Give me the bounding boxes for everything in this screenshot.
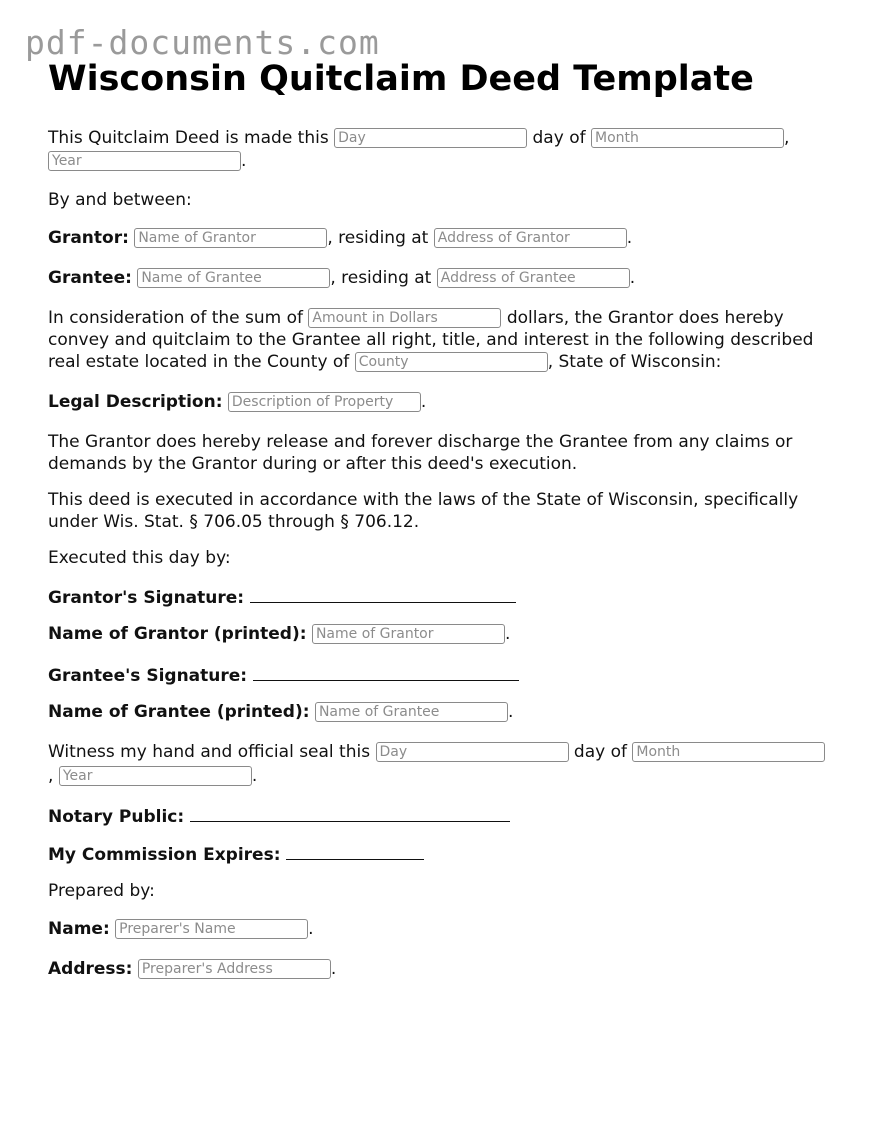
intro-text: This Quitclaim Deed is made this [48, 128, 329, 148]
witness-period: . [251, 766, 258, 786]
release-paragraph: The Grantor does hereby release and forever discharge the Grantee from any claims or demands by the Grantor during or after this deed's execution. [48, 432, 793, 474]
commission-blank[interactable] [286, 842, 424, 860]
executed-text: Executed this day by: [48, 548, 231, 568]
consideration-line-1 [48, 307, 784, 329]
witness-line [48, 741, 825, 763]
grantee-printed-field[interactable]: Name of Grantee [315, 702, 508, 722]
witness-text: Witness my hand and official seal this [48, 742, 371, 762]
grantor-label: Grantor: [48, 228, 129, 248]
grantor-name-field[interactable]: Name of Grantor [134, 228, 327, 248]
consideration-text-5: , State of Wisconsin: [547, 352, 722, 372]
grantee-printed-period: . [507, 702, 514, 722]
county-field[interactable]: County [355, 352, 548, 372]
preparer-address-field[interactable]: Preparer's Address [138, 959, 331, 979]
witness-day-field[interactable]: Day [376, 742, 569, 762]
preparer-address-label: Address: [48, 959, 133, 979]
amount-field[interactable]: Amount in Dollars [308, 308, 501, 328]
grantor-printed-line [48, 623, 510, 645]
grantor-printed-field[interactable]: Name of Grantor [312, 624, 505, 644]
witness-year-field[interactable]: Year [59, 766, 252, 786]
witness-year-line [48, 765, 257, 787]
intro-line [48, 127, 789, 149]
legal-period: . [420, 392, 427, 412]
preparer-name-label: Name: [48, 919, 110, 939]
consideration-text-2: dollars, the Grantor does hereby [506, 308, 784, 328]
grantee-residing-text: , residing at [330, 268, 432, 288]
grantee-line [48, 267, 635, 289]
grantee-signature-blank[interactable] [253, 663, 519, 681]
notary-label: Notary Public: [48, 807, 185, 827]
legal-line [48, 391, 426, 413]
intro-comma: , [783, 128, 790, 148]
grantor-signature-label: Grantor's Signature: [48, 588, 245, 608]
preparer-name-line [48, 918, 314, 940]
intro-month-field[interactable]: Month [591, 128, 784, 148]
intro-year-field[interactable]: Year [48, 151, 241, 171]
grantee-signature-line [48, 663, 519, 687]
intro-period: . [241, 151, 247, 171]
commission-line [48, 842, 424, 866]
grantor-printed-label: Name of Grantor (printed): [48, 624, 307, 644]
intro-day-of-text: day of [532, 128, 586, 148]
preparer-address-line [48, 958, 336, 980]
page-title: Wisconsin Quitclaim Deed Template [48, 59, 754, 99]
grantee-printed-label: Name of Grantee (printed): [48, 702, 310, 722]
preparer-name-field[interactable]: Preparer's Name [115, 919, 308, 939]
grantee-address-field[interactable]: Address of Grantee [437, 268, 630, 288]
notary-blank[interactable] [190, 804, 510, 822]
grantee-signature-label: Grantee's Signature: [48, 666, 248, 686]
grantee-period: . [629, 268, 636, 288]
preparer-address-period: . [330, 959, 337, 979]
grantee-name-field[interactable]: Name of Grantee [137, 268, 330, 288]
grantor-printed-period: . [504, 624, 511, 644]
by-between-text: By and between: [48, 190, 192, 210]
consideration-text-4: real estate located in the County of [48, 352, 350, 372]
grantee-printed-line [48, 701, 513, 723]
preparer-name-period: . [308, 919, 314, 939]
watermark: pdf-documents.com [25, 23, 380, 62]
legal-description-field[interactable]: Description of Property [228, 392, 421, 412]
witness-comma: , [48, 766, 54, 786]
grantor-signature-blank[interactable] [250, 585, 516, 603]
grantor-line [48, 227, 632, 249]
notary-line [48, 804, 510, 828]
grantor-residing-text: , residing at [327, 228, 429, 248]
grantee-label: Grantee: [48, 268, 132, 288]
consideration-line-3 [48, 351, 721, 373]
intro-year-line [48, 150, 246, 172]
witness-month-field[interactable]: Month [632, 742, 825, 762]
witness-day-of-text: day of [573, 742, 627, 762]
legal-label: Legal Description: [48, 392, 223, 412]
consideration-text-1: In consideration of the sum of [48, 308, 303, 328]
grantor-address-field[interactable]: Address of Grantor [434, 228, 627, 248]
consideration-text-3: convey and quitclaim to the Grantee all right, title, and interest in the following described [48, 330, 814, 350]
prepared-by-text: Prepared by: [48, 881, 155, 901]
intro-day-field[interactable]: Day [334, 128, 527, 148]
grantor-signature-line [48, 585, 516, 609]
grantor-period: . [626, 228, 633, 248]
commission-label: My Commission Expires: [48, 845, 281, 865]
law-paragraph: This deed is executed in accordance with the laws of the State of Wisconsin, specifically under Wis. Stat. § 706.05 through § 706.12. [48, 490, 799, 532]
